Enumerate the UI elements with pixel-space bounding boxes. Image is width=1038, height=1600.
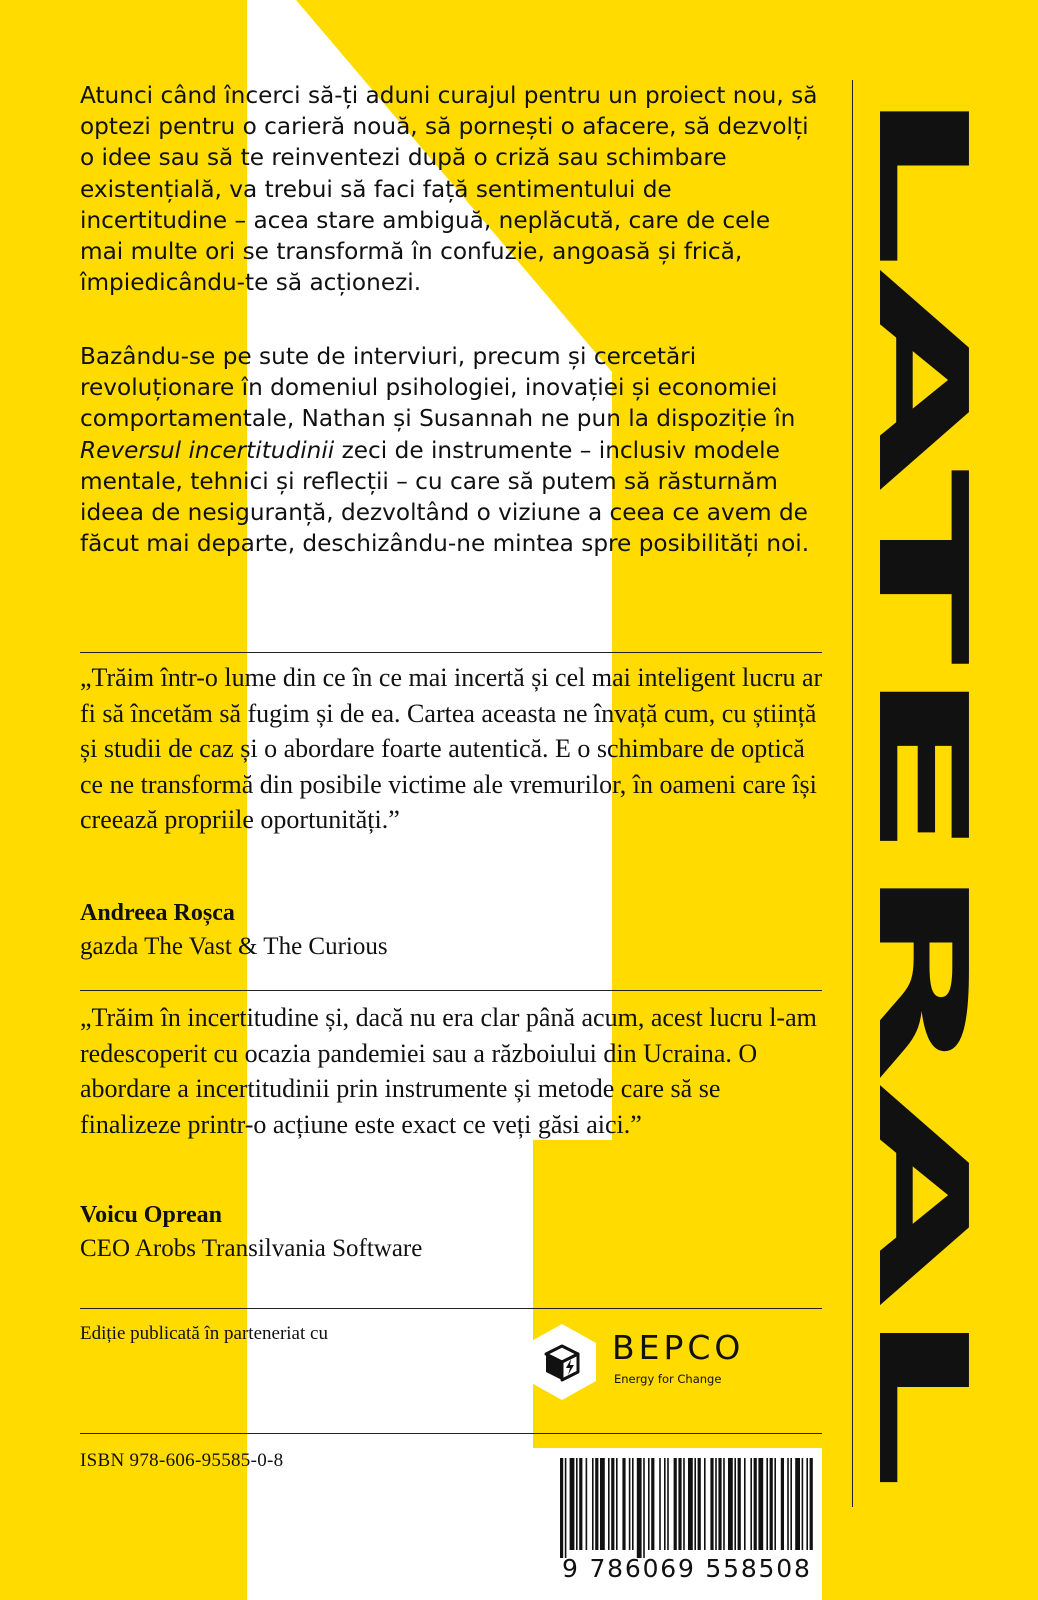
- barcode-bar: [674, 1458, 677, 1550]
- barcode-bar: [611, 1458, 614, 1550]
- barcode-bar: [683, 1458, 685, 1550]
- barcode-digits: 9 786069 558508: [562, 1554, 812, 1583]
- book-title-italic: Reversul incertitudinii: [80, 436, 335, 464]
- testimonial-author-name: Voicu Oprean: [80, 1202, 223, 1228]
- barcode-bar: [781, 1458, 784, 1550]
- spine-title: [851, 85, 993, 1495]
- barcode-bar: [678, 1458, 681, 1550]
- barcode-bar: [608, 1458, 610, 1550]
- barcode-bar: [734, 1458, 736, 1550]
- barcode-bar: [802, 1458, 804, 1550]
- barcode-bar: [664, 1458, 666, 1550]
- barcode-bar: [715, 1458, 717, 1550]
- testimonial-quote: „Trăim într-o lume din ce în ce mai incertă și cel mai inteligent lucru ar fi să încetăm să fugim și de ea. Cartea aceasta ne învață cum, cu știință și studii de caz și o abordare foarte autentică. E o schimbare de optică ce ne transformă din posibile victime ale vremurilor, în oameni care își creează propriile oportunități.”: [80, 663, 823, 834]
- barcode-bar: [758, 1458, 763, 1550]
- barcode-bar: [629, 1458, 631, 1550]
- barcode-bar: [667, 1458, 669, 1550]
- barcode-bar: [570, 1458, 575, 1550]
- barcode-bar: [728, 1458, 733, 1550]
- barcode-bar: [579, 1458, 582, 1550]
- barcode-bar: [718, 1458, 721, 1550]
- bepco-logo: [522, 1322, 802, 1402]
- divider-line: [80, 990, 822, 991]
- barcode-bar: [790, 1458, 792, 1550]
- barcode-bar: [710, 1458, 713, 1550]
- barcode-bar: [810, 1458, 813, 1550]
- barcode-bar: [632, 1458, 634, 1550]
- barcode-bar: [750, 1458, 752, 1550]
- barcode-bar: [648, 1458, 650, 1550]
- barcode-bar: [560, 1458, 563, 1558]
- barcode-bar: [795, 1458, 800, 1550]
- edition-partner-note: Ediție publicată în parteneriat cu: [80, 1323, 328, 1344]
- bepco-logo-tagline: Energy for Change: [614, 1372, 722, 1386]
- blurb-paragraph-1: Atunci când încerci să-ți aduni curajul pentru un proiect nou, să optezi pentru o carieră nouă, să pornești o afacere, să dezvolți o idee sau să te reinventezi după o criză sau schimbare existențială, va trebui să faci față sentimentului de incertitudine – acea stare ambiguă, neplăcută, care de cele mai multe ori se transformă în confuzie, angoasă și frică, împiedicându-te să acționezi.: [80, 82, 818, 297]
- spine-title-text: LATERAL: [851, 85, 993, 681]
- barcode-bar: [694, 1458, 696, 1550]
- barcode-bar: [723, 1458, 725, 1550]
- barcode-bar: [643, 1458, 645, 1558]
- testimonial-author-role: CEO Arobs Transilvania Software: [80, 1235, 423, 1262]
- isbn-number: ISBN 978-606-95585-0-8: [80, 1450, 284, 1471]
- barcode-bar: [754, 1458, 757, 1550]
- blurb-text-before-title: Bazându-se pe sute de interviuri, precum și cercetări revoluționare în domeniul psihologiei, inovației și economiei comportamentale, Nathan și Susannah ne pun la dispoziție în: [80, 343, 796, 433]
- divider-line: [80, 1308, 822, 1309]
- barcode-bar: [688, 1458, 693, 1550]
- barcode-bar: [698, 1458, 701, 1550]
- barcode-bar: [651, 1458, 654, 1550]
- barcode-bar: [774, 1458, 776, 1550]
- testimonial-author-name: Andreea Roșca: [80, 900, 235, 926]
- barcode-bar: [766, 1458, 768, 1550]
- barcode-bar: [659, 1458, 661, 1550]
- barcode-bar: [738, 1458, 741, 1550]
- blurb-text-after-title: zeci de instrumente – inclusiv modele mentale, tehnici și reflecții – cu care să putem să răsturnăm ideea de nesiguranță, dezvoltând o viziune a ceea ce avem de făcut mai departe, deschizându-ne mintea spre posibilități noi.: [80, 436, 810, 558]
- barcode-bar: [616, 1458, 618, 1550]
- divider-line: [80, 652, 822, 653]
- testimonial-quote: „Trăim în incertitudine și, dacă nu era clar până acum, acest lucru l-am redescoperit cu ocazia pandemiei sau a războiului din Ucraina. O abordare a incertitudinii prin instrumente și metode care să se finalizeze printr-o acțiune este exact ce veți găsi aici.”: [80, 1003, 817, 1139]
- blurb-paragraph-2: [80, 341, 820, 559]
- barcode-bar: [565, 1458, 567, 1558]
- barcode-bar: [806, 1458, 808, 1550]
- lightning-box-icon: [522, 1322, 602, 1402]
- barcode-bar: [704, 1458, 706, 1550]
- divider-line: [80, 1433, 822, 1434]
- barcode-bar: [770, 1458, 773, 1550]
- barcode-bar: [744, 1458, 746, 1550]
- bepco-logo-name: BEPCO: [612, 1328, 745, 1367]
- barcode-bar: [600, 1458, 605, 1550]
- barcode-bar: [787, 1458, 789, 1550]
- barcode: [522, 1448, 822, 1600]
- barcode-bar: [595, 1458, 598, 1550]
- barcode-bar: [592, 1458, 594, 1550]
- barcode-bar: [622, 1458, 625, 1550]
- barcode-bar: [637, 1458, 642, 1558]
- barcode-bar: [576, 1458, 578, 1550]
- testimonial-author-role: gazda The Vast & The Curious: [80, 933, 388, 960]
- barcode-bar: [586, 1458, 588, 1550]
